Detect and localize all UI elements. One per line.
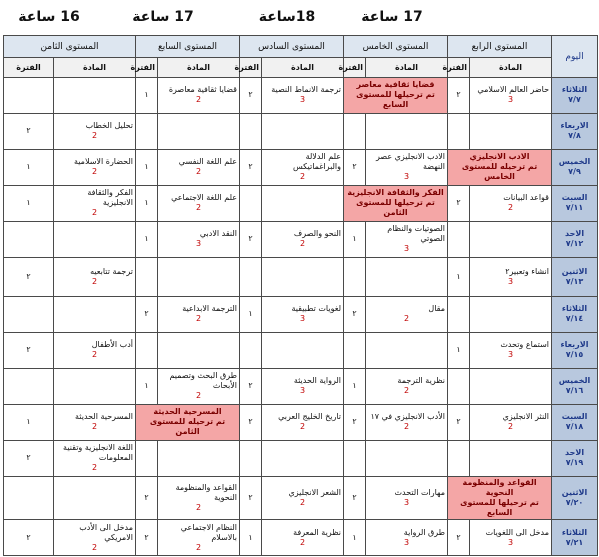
course-credits: 2 — [195, 314, 202, 324]
day-cell — [552, 404, 598, 440]
course-cell — [470, 440, 552, 476]
course-credits: 2 — [91, 463, 98, 473]
course-credits: 3 — [403, 537, 410, 547]
subject-subheader: المادة — [158, 58, 240, 78]
schedule-row — [4, 257, 598, 296]
period-cell — [448, 368, 470, 404]
period-cell — [240, 185, 262, 221]
course-credits: 3 — [507, 95, 514, 105]
course-credits: 2 — [507, 422, 514, 432]
moved-course-name: الادب الانجليزي — [469, 152, 530, 162]
level-8-header: المستوى الثامن — [4, 36, 136, 58]
day-date: ٧/٩ — [568, 167, 581, 177]
course-cell — [262, 440, 344, 476]
course-credits: 2 — [195, 167, 202, 177]
day-date: ٧/١٣ — [565, 276, 584, 286]
period-cell: ٢ — [4, 257, 54, 296]
day-name: الثلاثاء — [561, 527, 588, 537]
schedule-row — [4, 221, 598, 257]
period-cell: ٢ — [240, 476, 262, 519]
course-name: انشاء وتعبير٢ — [505, 266, 550, 276]
course-cell — [470, 368, 552, 404]
course-credits: 3 — [403, 497, 410, 507]
course-name: الصوتيات والنظام الصوتي — [387, 224, 446, 244]
period-cell: ١ — [136, 185, 158, 221]
schedule-row — [4, 113, 598, 149]
day-date: ٧/٧ — [568, 95, 581, 105]
moved-course-reason: تم ترحيلها للمستوى الثامن — [356, 198, 435, 218]
schedule-row — [4, 440, 598, 476]
day-name: الثلاثاء — [561, 304, 588, 314]
course-cell — [470, 404, 552, 440]
course-cell — [470, 257, 552, 296]
course-name: قواعد البيانات — [503, 193, 550, 203]
course-credits: 2 — [195, 542, 202, 552]
course-credits: 2 — [299, 537, 306, 547]
course-credits: 3 — [403, 244, 410, 254]
course-cell — [470, 78, 552, 114]
day-date: ٧/١٢ — [565, 239, 584, 249]
course-name: نظرية الترجمة — [397, 376, 446, 386]
course-cell — [262, 257, 344, 296]
course-cell — [262, 404, 344, 440]
day-column-header: اليوم — [552, 36, 598, 78]
course-name: ترجمة تتابعيه — [90, 266, 133, 276]
day-name: الاربعاء — [560, 121, 589, 131]
course-credits: 3 — [195, 239, 202, 249]
course-cell — [54, 332, 136, 368]
course-cell — [54, 78, 136, 114]
subject-subheader: المادة — [262, 58, 344, 78]
course-name: النحو والصرف — [293, 229, 342, 239]
period-subheader: الفترة — [448, 58, 470, 78]
course-cell — [366, 520, 448, 556]
course-name: تحليل الخطاب — [85, 121, 133, 131]
course-cell — [54, 296, 136, 332]
level-7-header: المستوى السابع — [136, 36, 240, 58]
period-cell: ٢ — [240, 404, 262, 440]
course-credits: 3 — [507, 350, 514, 360]
period-cell — [344, 332, 366, 368]
day-date: ٧/١٨ — [565, 422, 584, 432]
course-cell — [262, 520, 344, 556]
period-cell: ٢ — [240, 368, 262, 404]
course-name: النثر الانجليزي — [502, 412, 550, 422]
course-name: استماع وتحدث — [500, 340, 550, 350]
course-name: النقد الادبي — [199, 229, 237, 239]
period-cell — [240, 113, 262, 149]
course-name: لغويات تطبيقية — [291, 304, 342, 314]
moved-course-name: المسرحية الحديثة — [153, 407, 222, 417]
schedule-row — [4, 520, 598, 556]
period-cell: ٢ — [240, 78, 262, 114]
course-credits: 3 — [299, 386, 306, 396]
day-name: الاثنين — [561, 266, 588, 276]
day-name: الخميس — [558, 157, 591, 167]
period-cell — [136, 440, 158, 476]
course-cell — [262, 296, 344, 332]
course-cell — [366, 332, 448, 368]
course-cell — [54, 440, 136, 476]
period-subheader: الفترة — [344, 58, 366, 78]
course-cell — [158, 113, 240, 149]
course-cell — [470, 221, 552, 257]
exam-schedule-table — [3, 35, 598, 556]
period-cell — [4, 368, 54, 404]
level-4-header: المستوى الرابع — [448, 36, 552, 58]
day-name: الثلاثاء — [561, 85, 588, 95]
period-cell — [448, 113, 470, 149]
course-cell — [262, 368, 344, 404]
schedule-row — [4, 296, 598, 332]
day-date: ٧/٢٠ — [565, 497, 584, 507]
course-name: مهارات التحدث — [394, 487, 446, 497]
course-cell — [366, 113, 448, 149]
course-cell — [262, 221, 344, 257]
course-name: الشعر الانجليزي — [288, 487, 342, 497]
period-cell: ٢ — [136, 296, 158, 332]
day-date: ٧/١١ — [565, 203, 584, 213]
period-cell: ١ — [4, 404, 54, 440]
period-cell: ١ — [136, 368, 158, 404]
course-name: حاضر العالم الاسلامي — [477, 85, 550, 95]
course-name: القواعد والمنظومة النحوية — [175, 482, 237, 502]
course-credits: 2 — [195, 203, 202, 213]
day-cell — [552, 332, 598, 368]
course-name: نظرية المعرفة — [293, 527, 342, 537]
course-credits: 2 — [299, 172, 306, 182]
moved-course-note — [344, 185, 448, 221]
day-cell — [552, 368, 598, 404]
level-5-header: المستوى الخامس — [344, 36, 448, 58]
moved-course-name: الفكر والثقافة الانجليزية — [347, 188, 444, 198]
course-name: علم اللغة الاجتماعي — [171, 193, 237, 203]
course-cell — [262, 113, 344, 149]
course-cell — [262, 149, 344, 185]
hours-level-8: 16 ساعة — [18, 9, 80, 25]
course-name: الرواية الحديثة — [293, 376, 342, 386]
period-cell: ٢ — [136, 520, 158, 556]
course-cell — [158, 185, 240, 221]
course-cell — [158, 332, 240, 368]
period-cell: ٢ — [344, 149, 366, 185]
period-cell: ١ — [4, 149, 54, 185]
course-credits: 2 — [91, 276, 98, 286]
course-cell — [366, 296, 448, 332]
moved-course-note — [344, 78, 448, 114]
moved-course-note — [448, 476, 552, 519]
course-credits: 3 — [507, 276, 514, 286]
period-cell — [240, 332, 262, 368]
day-date: ٧/١٤ — [565, 314, 584, 324]
course-credits: 2 — [91, 422, 98, 432]
period-subheader: الفترة — [136, 58, 158, 78]
course-name: النظام الاجتماعي بالاسلام — [180, 522, 237, 542]
course-cell — [470, 332, 552, 368]
schedule-row — [4, 476, 598, 519]
moved-course-reason: تم ترحيله للمستوى الخامس — [461, 162, 538, 182]
course-name: الحضارة الاسلامية — [73, 157, 133, 167]
course-credits: 2 — [299, 497, 306, 507]
course-cell — [158, 221, 240, 257]
period-cell: ٢ — [448, 185, 470, 221]
period-cell: ١ — [448, 332, 470, 368]
schedule-row — [4, 332, 598, 368]
period-cell — [240, 257, 262, 296]
course-name: مقال — [428, 304, 446, 314]
course-cell — [470, 113, 552, 149]
course-cell — [366, 440, 448, 476]
subject-subheader: المادة — [470, 58, 552, 78]
course-name: الأدب الانجليزي في ١٧ — [370, 412, 446, 422]
period-cell — [344, 257, 366, 296]
moved-course-reason: تم ترحيله للمستوى الثامن — [149, 417, 226, 437]
course-name: قضايا ثقافية معاصرة — [168, 85, 237, 95]
period-cell: ١ — [240, 520, 262, 556]
course-cell — [54, 257, 136, 296]
moved-course-note — [448, 149, 552, 185]
course-credits: 2 — [403, 422, 410, 432]
course-name: الفكر والثقافة الانجليزية — [87, 188, 133, 208]
day-date: ٧/٢١ — [565, 537, 584, 547]
day-cell — [552, 257, 598, 296]
course-cell — [54, 476, 136, 519]
period-cell — [448, 296, 470, 332]
course-cell — [470, 185, 552, 221]
course-credits: 2 — [195, 391, 202, 401]
period-cell: ٢ — [448, 78, 470, 114]
hours-level-7: 17 ساعة — [132, 9, 194, 25]
day-cell — [552, 149, 598, 185]
course-name: أدب الأطفال — [91, 340, 133, 350]
course-credits: 2 — [403, 386, 410, 396]
course-cell — [158, 440, 240, 476]
moved-course-reason: تم ترحيلها للمستوى السابع — [356, 90, 435, 110]
course-cell — [262, 476, 344, 519]
day-name: الاحد — [564, 229, 585, 239]
day-date: ٧/٨ — [568, 131, 581, 141]
course-name: الادب الانجليزي عصر النهضة — [376, 152, 446, 172]
course-cell — [366, 476, 448, 519]
course-credits: 2 — [91, 350, 98, 360]
course-cell — [54, 185, 136, 221]
course-cell — [158, 78, 240, 114]
day-cell — [552, 440, 598, 476]
moved-course-name: قضايا ثقافية معاصر — [356, 80, 435, 90]
course-credits: 2 — [91, 542, 98, 552]
period-cell — [136, 113, 158, 149]
course-name: تاريخ الخليج العربي — [278, 412, 342, 422]
day-cell — [552, 78, 598, 114]
period-cell: ١ — [4, 185, 54, 221]
course-cell — [470, 296, 552, 332]
moved-course-reason: تم ترحيلها للمستوى السابع — [460, 497, 539, 517]
period-cell — [4, 296, 54, 332]
course-credits: 2 — [91, 208, 98, 218]
course-cell — [158, 520, 240, 556]
day-date: ٧/١٩ — [565, 458, 584, 468]
course-cell — [54, 520, 136, 556]
period-cell: ١ — [344, 368, 366, 404]
course-cell — [262, 78, 344, 114]
course-credits: 2 — [195, 502, 202, 512]
period-cell: ١ — [136, 221, 158, 257]
day-cell — [552, 296, 598, 332]
period-cell: ١ — [136, 78, 158, 114]
day-cell — [552, 221, 598, 257]
course-name: مدخل الى اللغويات — [485, 527, 550, 537]
period-cell: ١ — [344, 221, 366, 257]
subject-subheader: المادة — [366, 58, 448, 78]
period-cell: ٢ — [448, 520, 470, 556]
course-credits: 2 — [91, 167, 98, 177]
course-cell — [366, 221, 448, 257]
course-name: الترجمة الابداعية — [182, 304, 237, 314]
period-cell: ٢ — [4, 113, 54, 149]
course-cell — [366, 368, 448, 404]
period-cell: ١ — [136, 149, 158, 185]
period-cell: ٢ — [240, 149, 262, 185]
course-credits: 3 — [507, 537, 514, 547]
period-cell: ٢ — [4, 332, 54, 368]
course-cell — [366, 257, 448, 296]
day-date: ٧/١٥ — [565, 350, 584, 360]
schedule-row — [4, 149, 598, 185]
period-cell: ١ — [448, 257, 470, 296]
period-subheader: الفترة — [240, 58, 262, 78]
course-name: علم اللغة النفسي — [178, 157, 237, 167]
day-cell — [552, 185, 598, 221]
level-6-header: المستوى السادس — [240, 36, 344, 58]
day-name: السبت — [561, 193, 588, 203]
period-cell — [448, 440, 470, 476]
period-cell: ١ — [344, 520, 366, 556]
course-cell — [54, 404, 136, 440]
day-name: الاحد — [564, 448, 585, 458]
moved-course-name: القواعد والمنظومة النحوية — [462, 477, 537, 497]
day-cell — [552, 476, 598, 519]
course-name: طرق البحث وتصميم الأبحاث — [169, 371, 237, 391]
course-cell — [262, 332, 344, 368]
credit-hours-bar — [0, 0, 599, 34]
course-cell — [158, 476, 240, 519]
period-subheader: الفترة — [4, 58, 54, 78]
period-cell: ١ — [240, 296, 262, 332]
course-cell — [366, 404, 448, 440]
moved-course-note — [136, 404, 240, 440]
day-name: الاثنين — [561, 487, 588, 497]
period-cell: ٢ — [240, 221, 262, 257]
schedule-row — [4, 78, 598, 114]
course-name: علم الدلالة والبراغماتيكس — [292, 152, 342, 172]
course-cell — [158, 149, 240, 185]
period-cell — [136, 332, 158, 368]
subject-subheader: المادة — [54, 58, 136, 78]
period-cell: ٢ — [136, 476, 158, 519]
course-credits: 2 — [299, 422, 306, 432]
course-credits: 2 — [507, 203, 514, 213]
course-cell — [158, 296, 240, 332]
course-cell — [54, 149, 136, 185]
day-date: ٧/١٦ — [565, 386, 584, 396]
hours-level-5: 17 ساعة — [361, 9, 423, 25]
day-name: الاربعاء — [560, 340, 589, 350]
period-cell — [136, 257, 158, 296]
course-credits: 2 — [91, 131, 98, 141]
course-name: المسرحية الحديثة — [75, 412, 133, 422]
period-cell: ٢ — [4, 520, 54, 556]
schedule-row — [4, 185, 598, 221]
course-cell — [366, 149, 448, 185]
period-cell — [240, 440, 262, 476]
course-cell — [262, 185, 344, 221]
course-name: اللغة الانجليزية وتقنية المعلومات — [63, 443, 133, 463]
course-cell — [158, 368, 240, 404]
day-name: الخميس — [558, 376, 591, 386]
day-name: السبت — [561, 412, 588, 422]
course-name: مدخل الى الأدب الامريكي — [79, 522, 133, 542]
course-credits: 3 — [403, 172, 410, 182]
course-credits: 3 — [299, 314, 306, 324]
period-cell — [344, 113, 366, 149]
period-cell — [4, 221, 54, 257]
course-credits: 3 — [299, 95, 306, 105]
schedule-row — [4, 404, 598, 440]
course-name: طرق الرواية — [403, 527, 446, 537]
course-cell — [470, 520, 552, 556]
period-cell — [344, 440, 366, 476]
course-credits: 2 — [403, 314, 410, 324]
period-cell — [448, 221, 470, 257]
period-cell: ٢ — [344, 296, 366, 332]
period-cell: ٢ — [4, 440, 54, 476]
course-cell — [54, 368, 136, 404]
course-cell — [158, 257, 240, 296]
day-cell — [552, 113, 598, 149]
course-cell — [54, 113, 136, 149]
course-credits: 2 — [195, 95, 202, 105]
period-cell — [4, 78, 54, 114]
course-name: ترجمة الانماط النصية — [271, 85, 342, 95]
period-cell: ٢ — [344, 476, 366, 519]
hours-level-6: 18ساعة — [258, 9, 316, 25]
course-credits: 2 — [299, 239, 306, 249]
schedule-row — [4, 368, 598, 404]
period-cell: ٢ — [448, 404, 470, 440]
period-cell — [4, 476, 54, 519]
course-cell — [54, 221, 136, 257]
day-cell — [552, 520, 598, 556]
period-cell: ٢ — [344, 404, 366, 440]
